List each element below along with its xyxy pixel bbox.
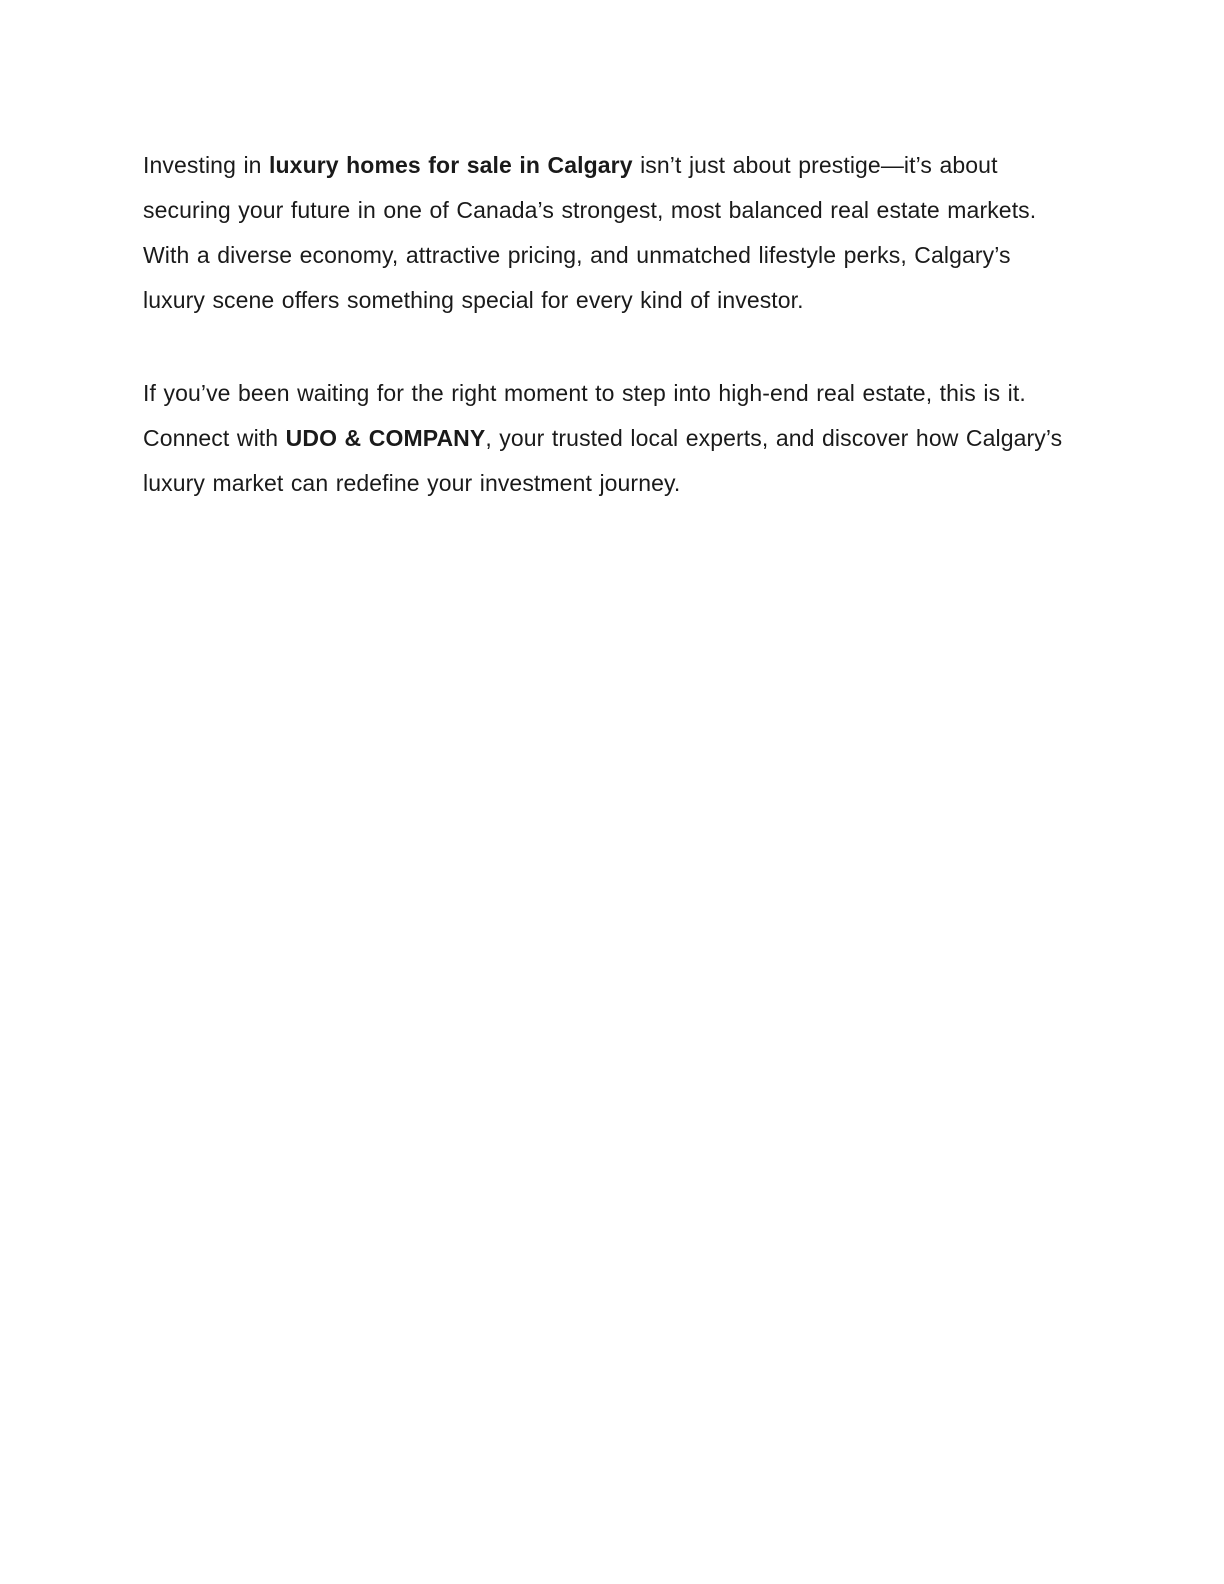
text-run: If you’ve been waiting for the right moment to step into high-end real estate, this is it. Connect with [143,380,1026,451]
text-run: isn’t just about prestige—it’s about securing your future in one of Canada’s strongest, most balanced real estate markets. With a diverse economy, attractive pricing, and unmatched lifestyle perks, Calgary’s luxury scene offers something special for every kind of investor. [143,152,1037,313]
text-run-bold-keyword: luxury homes for sale in Calgary [269,152,633,178]
text-run: , your trusted local experts, and discover how Calgary’s luxury market can redefine your investment journey. [143,425,1063,496]
paragraph-investing-intro [143,143,1080,323]
paragraph-call-to-action [143,371,1080,506]
text-run: Investing in [143,152,270,178]
text-run-bold-company-name: UDO & COMPANY [285,425,486,451]
